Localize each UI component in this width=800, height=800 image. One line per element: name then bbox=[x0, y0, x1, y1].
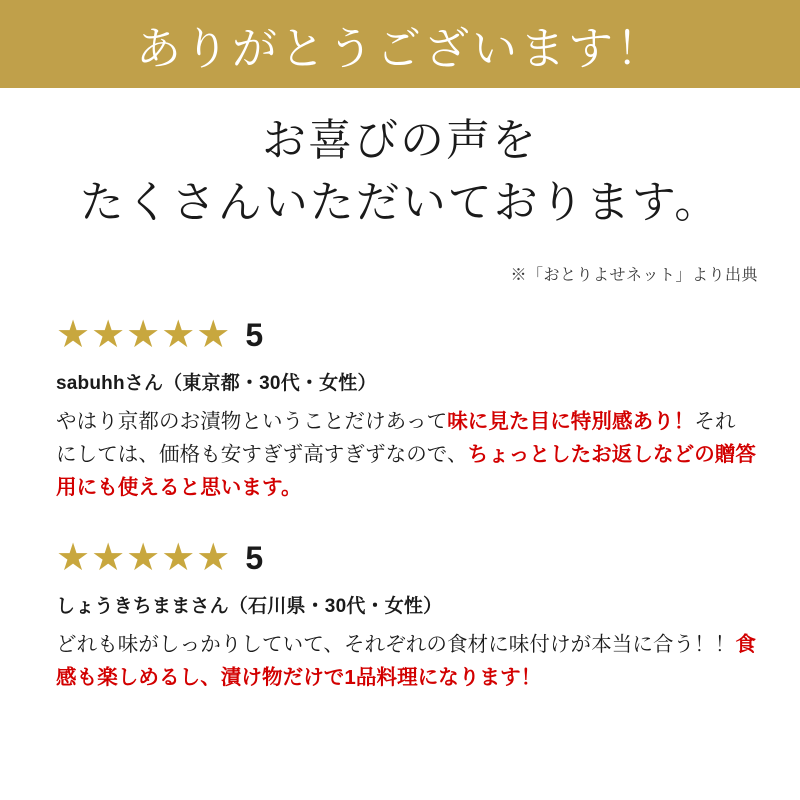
reviewer-name: しょうきちままさん（石川県・30代・女性） bbox=[56, 595, 443, 617]
review-segment-highlight: ちょっとしたお返しなどの贈答用にも使えると思います。 bbox=[56, 443, 756, 500]
page-title bbox=[0, 110, 800, 235]
page-title-line-2: たくさんいただいております。 bbox=[79, 177, 721, 229]
review-segment-highlight: 味に見た目に特別感あり！ bbox=[447, 410, 695, 433]
page-title-line-1: お喜びの声を bbox=[262, 115, 538, 166]
star-rating-icon: ★★★★★ bbox=[56, 536, 232, 579]
review-body bbox=[56, 405, 756, 505]
review-segment: それにしては、価格も安すぎず高すぎずなので、 bbox=[56, 410, 736, 467]
list-item bbox=[56, 312, 756, 505]
reviewer-name: sabuhhさん（東京都・30代・女性） bbox=[56, 373, 377, 394]
list-item bbox=[56, 535, 756, 694]
source-note: ※「おとりよせネット」より出典 bbox=[510, 267, 758, 284]
review-body bbox=[56, 628, 756, 694]
rating-score: 5 bbox=[245, 317, 264, 353]
review-segment: どれも味がしっかりしていて、それぞれの食材に味付けが本当に合う！！ bbox=[56, 632, 736, 656]
rating-score: 5 bbox=[245, 539, 264, 576]
rating-row bbox=[56, 535, 756, 581]
review-list bbox=[56, 312, 756, 718]
thank-you-banner bbox=[0, 0, 800, 88]
rating-row bbox=[56, 312, 756, 358]
banner-text: ありがとうございます！ bbox=[135, 21, 664, 75]
star-rating-icon: ★★★★★ bbox=[56, 314, 232, 356]
review-segment: やはり京都のお漬物ということだけあって bbox=[56, 410, 448, 433]
review-segment-highlight: 食感も楽しめるし、漬け物だけで1品料理になります！ bbox=[56, 632, 756, 689]
